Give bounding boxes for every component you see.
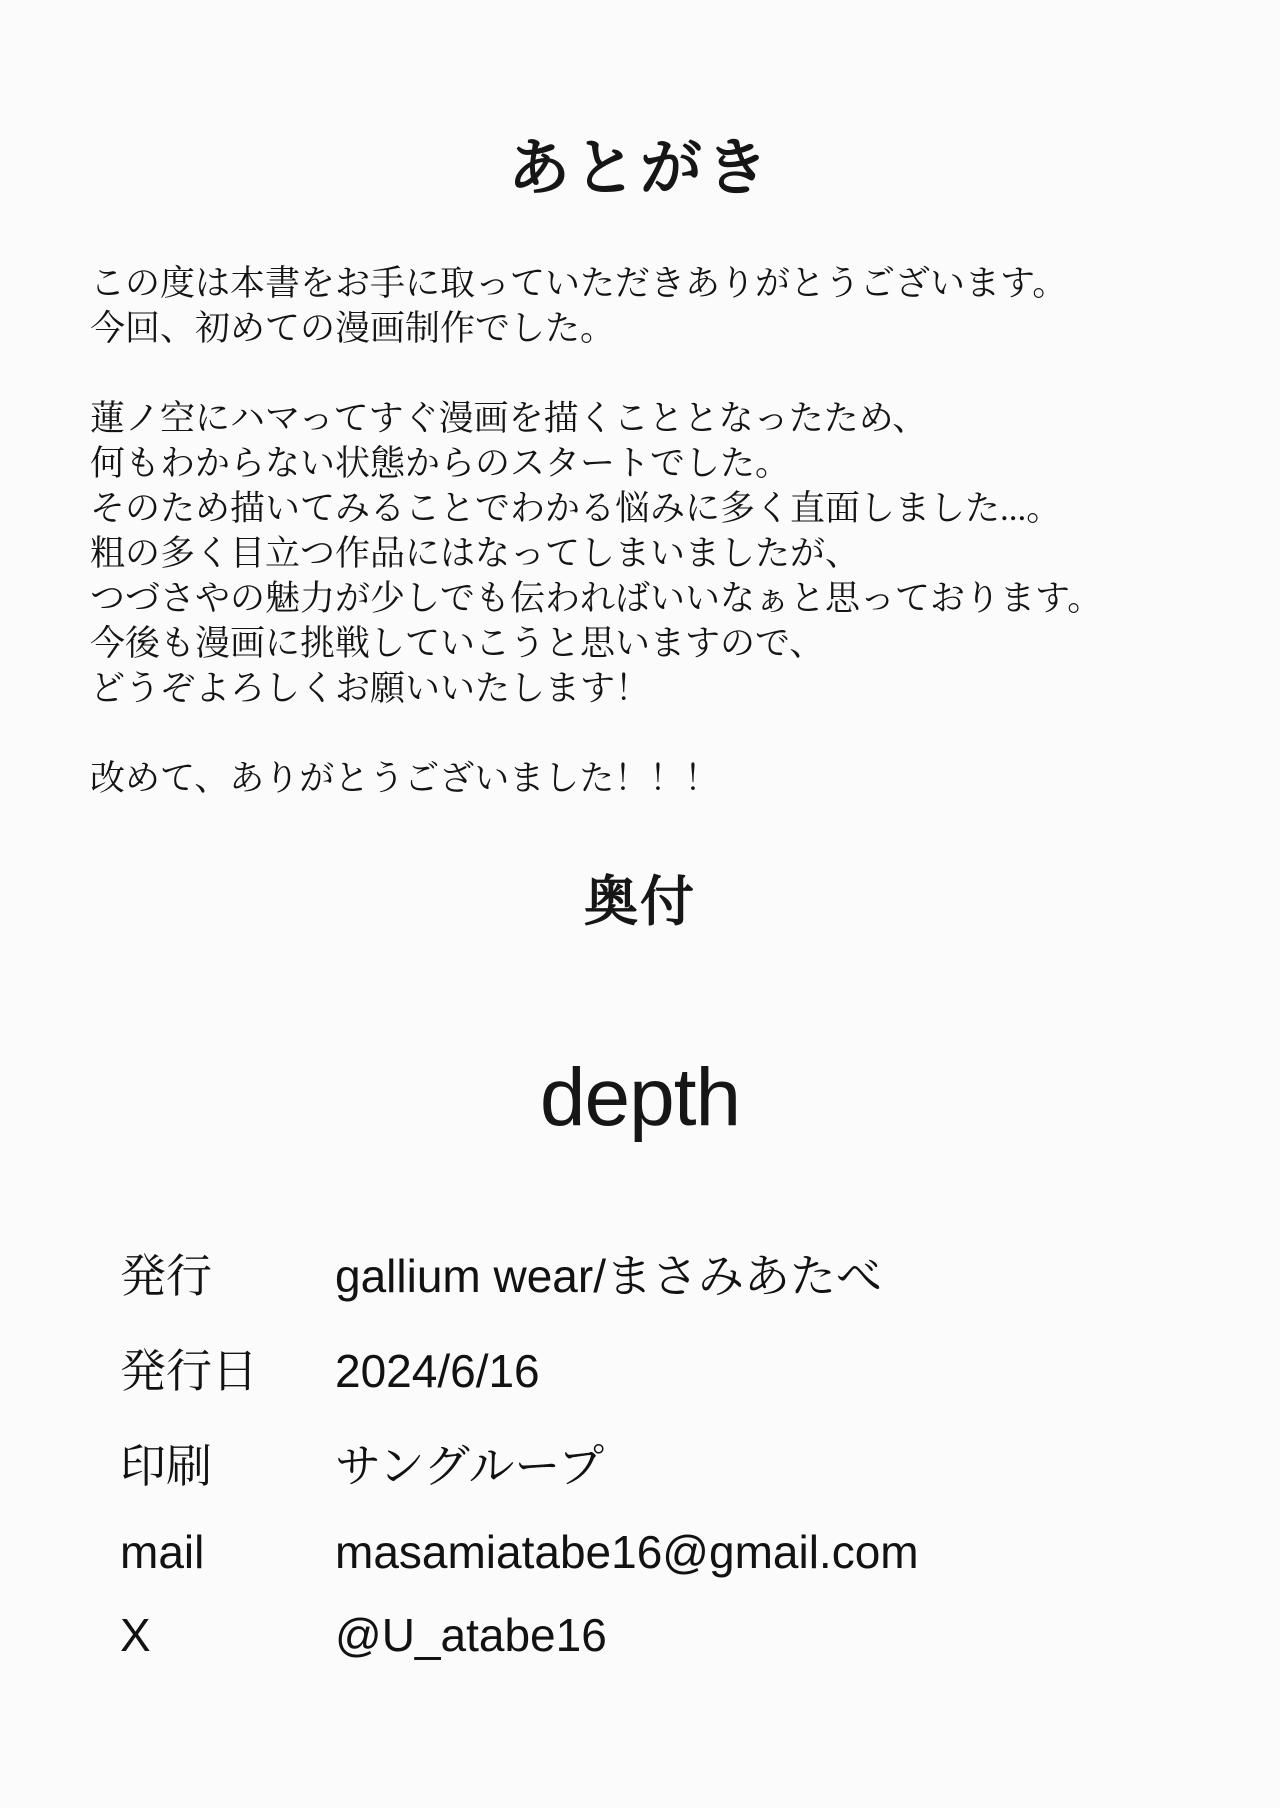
colophon-value: gallium wear/まさみあたべ [335, 1250, 882, 1302]
colophon-value: サングループ [335, 1440, 605, 1492]
afterword-line: 粗の多く目立つ作品にはなってしまいましたが、 [90, 534, 861, 573]
colophon-label: 発行日 [120, 1345, 258, 1397]
colophon-label: 発行 [120, 1250, 212, 1302]
colophon-row-x-account [120, 1608, 1280, 1662]
colophon-label: X [120, 1609, 151, 1661]
afterword-line: 蓮ノ空にハマってすぐ漫画を描くこととなったため、 [90, 399, 928, 438]
afterword-paragraph [90, 396, 1220, 711]
afterword-line: この度は本書をお手に取っていただきありがとうございます。 [90, 264, 1068, 303]
colophon-row-mail [120, 1525, 1280, 1579]
colophon-value: @U_atabe16 [335, 1609, 607, 1661]
afterword-paragraph [90, 756, 1220, 801]
afterword-title: あとがき [507, 135, 772, 203]
afterword-line: 何もわからない状態からのスタートでした。 [90, 444, 791, 483]
afterword-body [0, 261, 1280, 801]
colophon-label: 印刷 [120, 1440, 212, 1492]
afterword-line: つづさやの魅力が少しでも伝わればいいなぁと思っております。 [90, 579, 1103, 618]
afterword-line: 今後も漫画に挑戦していこうと思いますので、 [90, 624, 825, 663]
afterword-line: 改めて、ありがとうございました！！！ [90, 759, 720, 798]
colophon-title: 奥付 [584, 872, 696, 932]
book-title: depth [539, 1052, 741, 1143]
colophon-value: masamiatabe16@gmail.com [335, 1526, 919, 1578]
afterword-line: どうぞよろしくお願いいたします！ [90, 669, 651, 708]
afterword-line: そのため描いてみることでわかる悩みに多く直面しました...。 [90, 489, 1062, 528]
colophon-value: 2024/6/16 [335, 1345, 540, 1397]
afterword-section [0, 118, 1280, 801]
colophon-table [0, 1240, 1280, 1662]
colophon-row-publisher [120, 1240, 1280, 1306]
colophon-row-publish-date [120, 1335, 1280, 1401]
colophon-label: mail [120, 1526, 205, 1578]
afterword-paragraph [90, 261, 1220, 351]
colophon-row-printer [120, 1430, 1280, 1496]
colophon-section [0, 859, 1280, 1662]
afterword-line: 今回、初めての漫画制作でした。 [90, 309, 616, 348]
